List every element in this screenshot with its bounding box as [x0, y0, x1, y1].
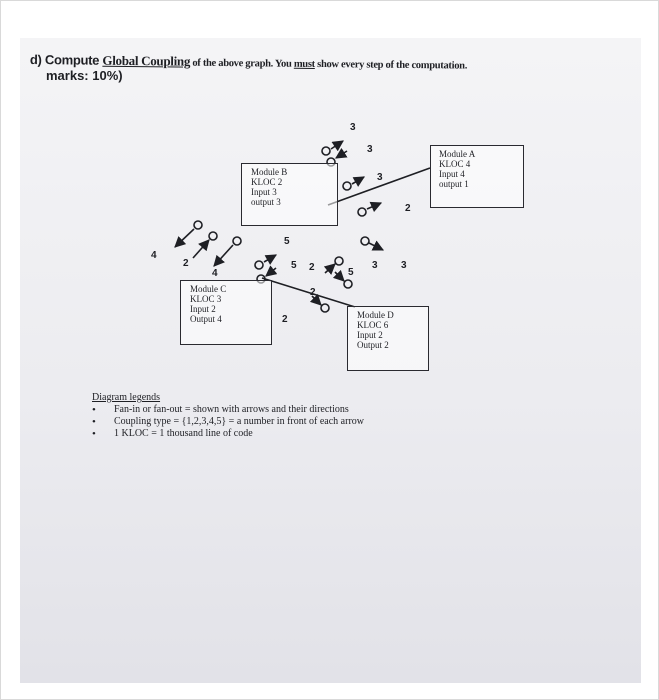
module-c-kloc: KLOC 3: [190, 294, 222, 304]
module-c-input: Input 2: [190, 304, 216, 314]
question-label: d): [29, 52, 42, 68]
module-d-input: Input 2: [357, 330, 383, 340]
edge-label: 5: [348, 267, 354, 278]
edge-label: 3: [367, 144, 373, 155]
arrow-pair-top-3: [358, 203, 381, 216]
edge-label: 2: [309, 262, 315, 273]
arrow-pair-top-2: [343, 177, 364, 190]
edge-label: 4: [212, 268, 218, 279]
edge-label: 5: [291, 260, 297, 271]
question-text-after: show every step of the computation.: [314, 58, 468, 72]
legend-title: Diagram legends: [92, 392, 161, 403]
must-emphasis: must: [293, 58, 315, 70]
global-coupling-term: Global Coupling: [102, 52, 191, 69]
edge-label: 2: [405, 203, 411, 214]
legend-item: • 1 KLOC = 1 thousand line of code: [92, 428, 364, 440]
legend-list: [92, 404, 364, 440]
module-a-box: [430, 145, 524, 208]
edge-label: 5: [284, 236, 290, 247]
edge-label: 2: [183, 258, 189, 269]
edge-label: 3: [372, 260, 378, 271]
question-text-mid: of the above graph. You: [189, 57, 294, 70]
module-d-box: [347, 306, 429, 371]
module-b-kloc: KLOC 2: [251, 177, 283, 187]
edge-label: 3: [350, 122, 356, 133]
module-d-kloc: KLOC 6: [357, 320, 389, 330]
module-a-input: Input 4: [439, 169, 465, 179]
module-a-kloc: KLOC 4: [439, 159, 471, 169]
module-d-output: Output 2: [357, 340, 389, 350]
legend-item: • Coupling type = {1,2,3,4,5} = a number in front of each arrow: [92, 416, 364, 428]
marks-line: marks: 10%): [46, 68, 123, 83]
module-c-name: Module C: [190, 284, 227, 294]
module-b-output: output 3: [251, 197, 281, 207]
arrow-pair-middle: [255, 255, 276, 283]
module-c-box: [180, 280, 272, 345]
module-b-box: [241, 163, 338, 226]
legend-item: • Fan-in or fan-out = shown with arrows and their directions: [92, 404, 364, 416]
module-a-output: output 1: [439, 179, 469, 189]
edge-label: 3: [377, 172, 383, 183]
edge-label: 2: [282, 314, 288, 325]
edge-label: 4: [151, 250, 157, 261]
edge-label: 2: [310, 287, 316, 298]
module-d-name: Module D: [357, 310, 394, 320]
module-b-name: Module B: [251, 167, 288, 177]
question-text-before: Compute: [44, 52, 103, 68]
connector-c-d: [262, 278, 355, 307]
module-c-output: Output 4: [190, 314, 222, 324]
module-a-name: Module A: [439, 149, 476, 159]
module-b-input: Input 3: [251, 187, 277, 197]
edge-label: 3: [401, 260, 407, 271]
